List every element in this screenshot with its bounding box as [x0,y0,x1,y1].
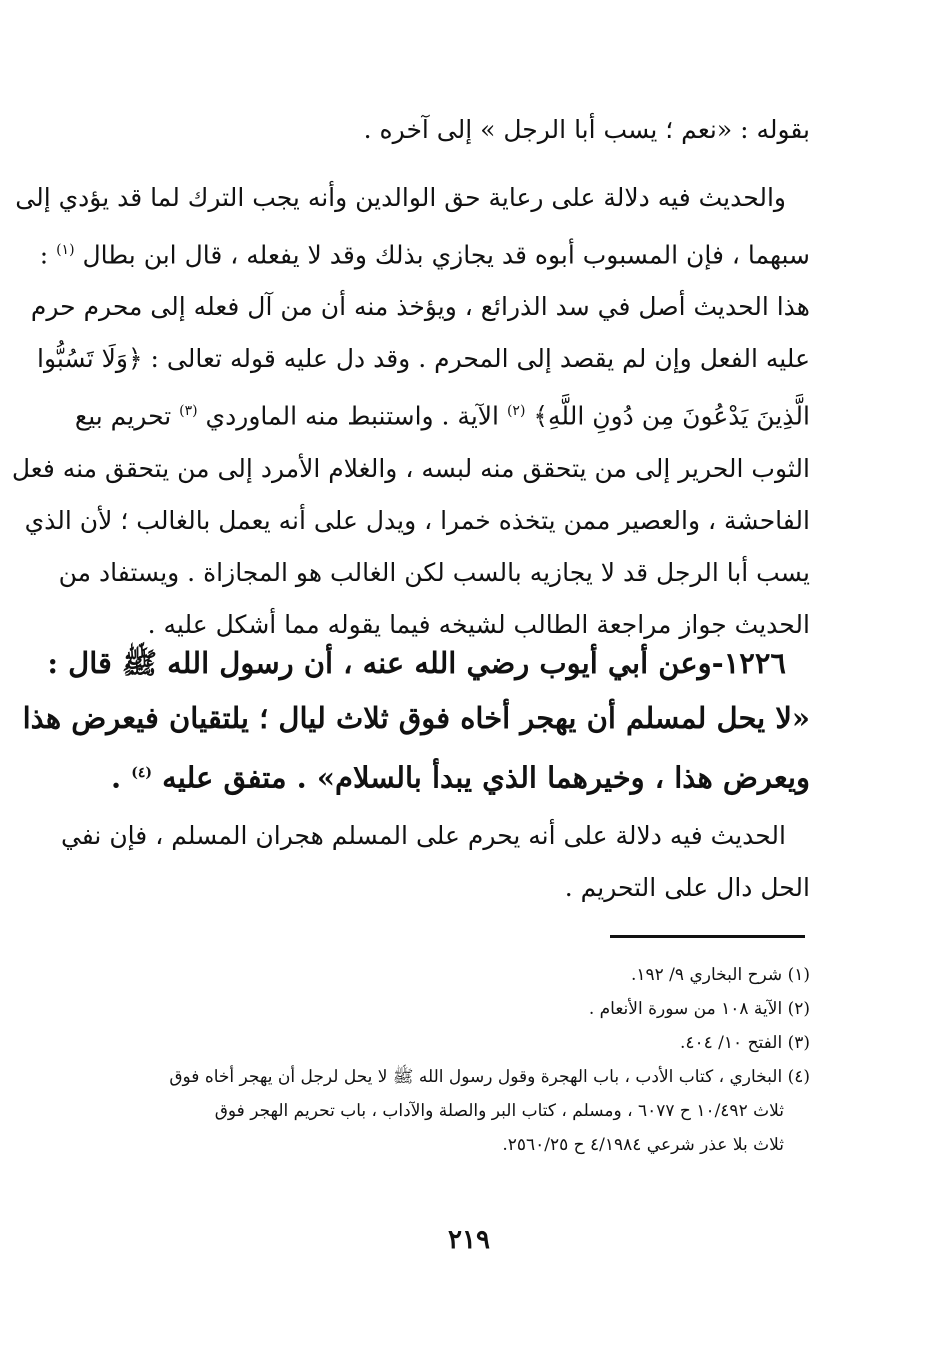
commentary-paragraph-2 [60,810,810,914]
hadith-paragraph [22,636,810,806]
commentary-paragraph-1 [11,172,810,651]
commentary-text: الآية . واستنبط منه الماوردي [205,401,499,431]
commentary-line: الحديث فيه دلالة على أنه يحرم على المسلم هجران المسلم ، فإن نفي [60,821,786,850]
footnote-ref-1: (١) [56,242,75,258]
footnote-item: (٣) الفتح ١٠/ ٤٠٤. [679,1033,810,1053]
intro-text: بقوله : «نعم ؛ يسب أبا الرجل » إلى آخره . [363,115,810,144]
commentary-line: يسب أبا الرجل قد لا يجازيه بالسب لكن الغالب هو المجازاة . ويستفاد من [58,557,810,587]
footnote-ref-4: (٤) [131,765,153,781]
footnote-item: (٢) الآية ١٠٨ من سورة الأنعام . [588,999,810,1019]
commentary-line: الثوب الحرير إلى من يتحقق منه لبسه ، والغلام الأمرد إلى من يتحقق منه فعل [11,453,810,483]
intro-line [150,110,810,150]
commentary-line: الحديث جواز مراجعة الطالب لشيخه فيما يقوله مما أشكل عليه . [147,609,810,639]
footnote-item: ثلاث بلا عذر شرعي ٤/١٩٨٤ ح ٢٥٦٠/٢٥. [502,1135,784,1155]
colon: : [39,240,49,270]
footnote-item: (١) شرح البخاري ٩/ ١٩٢. [630,965,810,985]
commentary-line [39,224,810,281]
commentary-line: الحل دال على التحريم . [564,873,810,902]
footnote-divider [610,935,805,938]
page-number: ٢١٩ [448,1225,490,1255]
commentary-line: عليه الفعل وإن لم يقصد إلى المحرم . وقد دل عليه قوله تعالى : ﴿وَلَا تَسُبُّوا [37,344,810,374]
quran-verse: الَّذِينَ يَدْعُونَ مِن دُونِ اللَّهِ﴾ [533,401,810,431]
commentary-line: الفاحشة ، والعصير ممن يتخذه خمرا ، ويدل على أنه يعمل بالغالب ؛ لأن الذي [24,505,810,535]
commentary-line [74,385,810,442]
commentary-text: سبهما ، فإن المسبوب أبوه قد يجازي بذلك وقد لا يفعله ، قال ابن بطال [82,240,810,270]
hadith-line [111,746,810,806]
hadith-line: ١٢٢٦-وعن أبي أيوب رضي الله عنه ، أن رسول الله ﷺ قال : [47,646,786,680]
footnote-item: (٤) البخاري ، كتاب الأدب ، باب الهجرة وقول رسول الله ﷺ لا يحل لرجل أن يهجر أخاه فوق [169,1067,810,1087]
hadith-text: ويعرض هذا ، وخيرهما الذي يبدأ بالسلام» . متفق عليه [162,760,810,795]
footnote-ref-3: (٣) [179,403,198,420]
footnote-ref-2: (٢) [506,403,526,420]
commentary-line: هذا الحديث أصل في سد الذرائع ، ويؤخذ منه أن من آل فعله إلى محرم حرم [30,292,810,322]
footnotes [130,958,810,1162]
period: . [111,760,122,795]
commentary-line: والحديث فيه دلالة على رعاية حق الوالدين وأنه يجب الترك لما قد يؤدي إلى [15,183,786,212]
footnote-item: ثلاث ١٠/٤٩٢ ح ٦٠٧٧ ، ومسلم ، كتاب البر والصلة والآداب ، باب تحريم الهجر فوق [214,1101,784,1121]
hadith-line: «لا يحل لمسلم أن يهجر أخاه فوق ثلاث ليال ؛ يلتقيان فيعرض هذا [22,701,810,735]
commentary-text: تحريم بيع [74,401,172,431]
